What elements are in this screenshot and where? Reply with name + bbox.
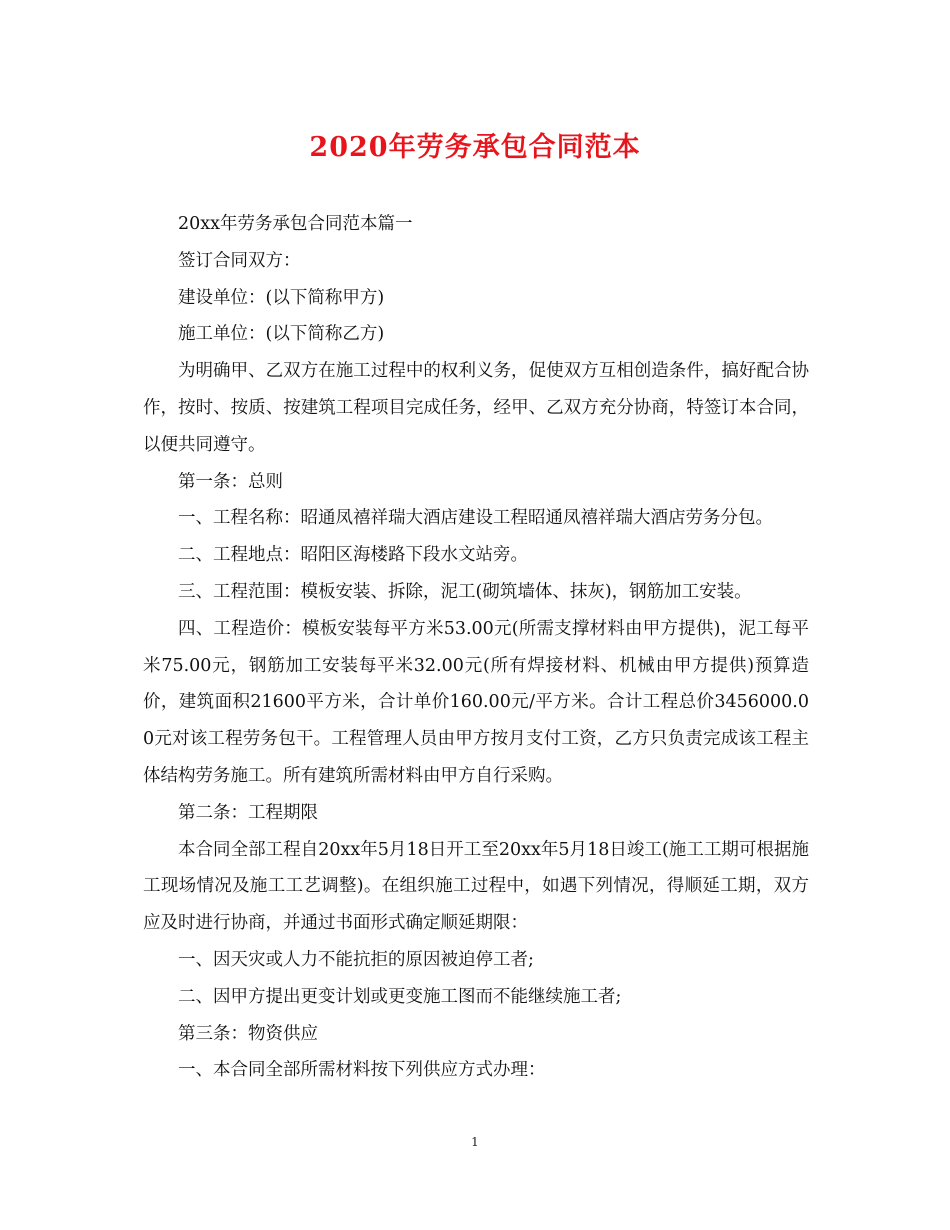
paragraph: 二、因甲方提出更变计划或更变施工图而不能继续施工者; (178, 986, 622, 1007)
paragraph: 签订合同双方： (178, 250, 301, 271)
section-heading: 20xx年劳务承包合同范本篇一 (178, 214, 413, 234)
page-number: 1 (471, 1135, 479, 1149)
paragraph: 施工单位：(以下简称乙方) (178, 324, 385, 345)
document-body (143, 206, 809, 1089)
paragraph: 三、工程范围：模板安装、拆除，泥工(砌筑墙体、抹灰)，钢筋加工安装。 (178, 581, 752, 602)
paragraph: 一、因天灾或人力不能抗拒的原因被迫停工者; (178, 949, 534, 970)
document-title: 2020年劳务承包合同范本 (309, 132, 641, 163)
paragraph: 建设单位：(以下简称甲方) (178, 287, 385, 308)
paragraph: 本合同全部工程自20xx年5月18日开工至20xx年5月18日竣工(施工工期可根据施工现场情况及施工工艺调整)。在组织施工过程中，如遇下列情况，得顺延工期，双方应及时进行协商，并通过书面形式确定顺延期限： (143, 839, 809, 934)
paragraph: 二、工程地点：昭阳区海楼路下段水文站旁。 (178, 545, 528, 566)
clause-heading: 第二条：工程期限 (178, 802, 318, 823)
paragraph: 四、工程造价：模板安装每平方米53.00元(所需支撑材料由甲方提供)，泥工每平米75.00元，钢筋加工安装每平米32.00元(所有焊接材料、机械由甲方提供)预算造价，建筑面积21600平方米，合计单价160.00元/平方米。合计工程总价3456000.00元对该工程劳务包干。工程管理人员由甲方按月支付工资，乙方只负责完成该工程主体结构劳务施工。所有建筑所需材料由甲方自行采购。 (143, 618, 809, 786)
paragraph: 一、本合同全部所需材料按下列供应方式办理： (178, 1060, 546, 1081)
paragraph: 一、工程名称：昭通凤禧祥瑞大酒店建设工程昭通凤禧祥瑞大酒店劳务分包。 (178, 508, 773, 529)
clause-heading: 第一条：总则 (178, 471, 283, 492)
clause-heading: 第三条：物资供应 (178, 1023, 318, 1044)
paragraph: 为明确甲、乙双方在施工过程中的权利义务，促使双方互相创造条件，搞好配合协作，按时、按质、按建筑工程项目完成任务，经甲、乙双方充分协商，特签订本合同，以便共同遵守。 (143, 361, 809, 455)
